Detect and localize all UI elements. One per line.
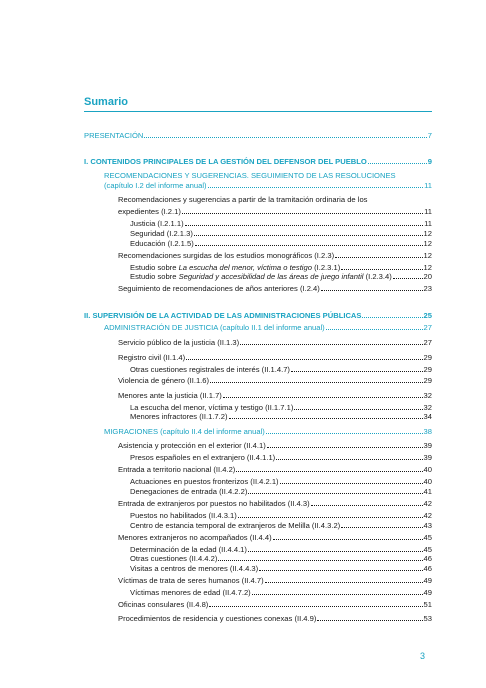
toc-entry[interactable] (104, 324, 432, 332)
toc-entry[interactable] (104, 182, 432, 190)
toc-page-number: 45 (423, 545, 432, 554)
toc-entry-title: Justicia (I.2.1.1) (130, 219, 184, 228)
toc-entry[interactable] (130, 565, 432, 573)
dot-leader (236, 471, 422, 472)
toc-entry-title: Visitas a centros de menores (II.4.4.3) (130, 564, 259, 573)
toc-entry[interactable] (84, 312, 432, 320)
toc-entry[interactable] (118, 354, 432, 362)
dot-leader (208, 187, 424, 188)
dot-leader (194, 235, 423, 236)
toc-entry-title: II. SUPERVISIÓN DE LA ACTIVIDAD DE LAS ADMINISTRACIONES PÚBLICAS (84, 311, 362, 320)
toc-entry[interactable] (130, 230, 432, 238)
toc-entry[interactable] (118, 577, 432, 585)
toc-entry[interactable] (118, 196, 432, 204)
toc-entry[interactable] (118, 252, 432, 260)
toc-entry[interactable] (118, 534, 432, 542)
dot-leader (248, 493, 422, 494)
toc-entry-title: Denegaciones de entrada (II.4.2.2) (130, 487, 248, 496)
toc-entry-title: Servicio público de la justicia (II.1.3) (118, 338, 240, 347)
toc-entry[interactable] (118, 339, 432, 347)
toc-entry-title: Menores extranjeros no acompañados (II.4.4) (118, 533, 272, 542)
dot-leader (259, 570, 422, 571)
toc-entry-title: ADMINISTRACIÓN DE JUSTICIA (capítulo II.1 del informe anual) (104, 323, 325, 332)
toc-page-number: 29 (423, 365, 432, 374)
toc-page-number: 39 (423, 441, 432, 450)
toc-entry-title: (capítulo I.2 del informe anual) (104, 181, 207, 190)
toc-entry[interactable] (118, 377, 432, 385)
toc-page-number: 32 (423, 403, 432, 412)
toc-entry-title: Recomendaciones y sugerencias a partir de la tramitación ordinaria de los (118, 195, 368, 204)
toc-entry[interactable] (130, 488, 432, 496)
toc-entry-title: Víctimas menores de edad (II.4.7.2) (130, 588, 251, 597)
dot-leader (321, 290, 423, 291)
toc-entry-title: Estudio sobre Seguridad y accesibilidad de las áreas de juego infantil (I.2.3.4) (130, 272, 392, 281)
dot-leader (362, 317, 422, 318)
dot-leader (195, 245, 423, 246)
toc-entry[interactable] (130, 512, 432, 520)
toc-page-number: 12 (423, 239, 432, 248)
toc-page-number: 27 (423, 338, 432, 347)
dot-leader (229, 418, 423, 419)
toc-page-number: 12 (423, 263, 432, 272)
toc-entry-title: Asistencia y protección en el exterior (II.4.1) (118, 441, 266, 450)
dot-leader (182, 213, 423, 214)
toc-entry-title: Entrada de extranjeros por puestos no habilitados (II.4.3) (118, 499, 310, 508)
toc-page-number: 46 (423, 554, 432, 563)
toc-entry-title: Presos españoles en el extranjero (II.4.1.1) (130, 453, 276, 462)
dot-leader (341, 527, 422, 528)
toc-entry-title: MIGRACIONES (capítulo II.4 del informe anual) (104, 427, 265, 436)
dot-leader (209, 606, 422, 607)
dot-leader (291, 371, 423, 372)
dot-leader (218, 560, 422, 561)
toc-entry-title: Actuaciones en puestos fronterizos (II.4.2.1) (130, 477, 279, 486)
toc-page-number: 40 (423, 477, 432, 486)
page-number: 3 (420, 651, 426, 661)
toc-entry-title: Otras cuestiones (II.4.4.2) (130, 554, 218, 563)
toc-entry[interactable] (130, 546, 432, 554)
toc-page-number: 25 (423, 311, 432, 320)
toc-entry[interactable] (118, 208, 432, 216)
dot-leader (341, 269, 422, 270)
toc-entry[interactable] (130, 264, 432, 272)
toc-entry-title: Puestos no habilitados (II.4.3.1) (130, 511, 237, 520)
toc-page-number: 9 (427, 157, 432, 166)
toc-entry-title: Menores ante la justicia (II.1.7) (118, 391, 222, 400)
toc-entry[interactable] (104, 172, 432, 180)
toc-entry-title: Procedimientos de residencia y cuestiones conexas (II.4.9) (118, 614, 317, 623)
toc-page-number: 40 (423, 465, 432, 474)
dot-leader (326, 329, 423, 330)
toc-entry[interactable] (84, 132, 432, 140)
toc-page-number: 39 (423, 453, 432, 462)
toc-page-number: 42 (423, 499, 432, 508)
toc-entry[interactable] (130, 220, 432, 228)
toc-entry[interactable] (130, 478, 432, 486)
dot-leader (185, 225, 424, 226)
toc-entry[interactable] (118, 615, 432, 623)
dot-leader (393, 278, 423, 279)
toc-entry-title: Centro de estancia temporal de extranjeros de Melilla (II.4.3.2) (130, 521, 341, 530)
toc-entry[interactable] (130, 522, 432, 530)
dot-leader (248, 551, 423, 552)
toc-page-number: 12 (423, 251, 432, 260)
toc-entry-title: expedientes (I.2.1) (118, 207, 181, 216)
dot-leader (273, 539, 423, 540)
dot-leader (223, 397, 423, 398)
dot-leader (144, 137, 426, 138)
toc-page-number: 49 (423, 588, 432, 597)
toc-page-number: 11 (424, 219, 432, 228)
toc-entry[interactable] (118, 500, 432, 508)
toc-page-number: 20 (423, 272, 432, 281)
dot-leader (265, 582, 423, 583)
toc-entry[interactable] (118, 442, 432, 450)
toc-entry-title: Violencia de género (II.1.6) (118, 376, 210, 385)
toc-page-number: 41 (423, 487, 432, 496)
toc-entry[interactable] (130, 273, 432, 281)
toc-page-number: 51 (423, 600, 432, 609)
toc-entry-title: Estudio sobre La escucha del menor, víctima o testigo (I.2.3.1) (130, 263, 341, 272)
toc-page-number: 27 (423, 323, 432, 332)
toc-entry-title: Víctimas de trata de seres humanos (II.4.7) (118, 576, 264, 585)
dot-leader (266, 433, 423, 434)
toc-entry-title: Otras cuestiones registrales de interés (II.1.4.7) (130, 365, 290, 374)
toc-entry[interactable] (130, 240, 432, 248)
toc-entry-title: PRESENTACIÓN (84, 131, 144, 140)
toc-page-number: 43 (423, 521, 432, 530)
toc-entry[interactable] (130, 413, 432, 421)
toc-page-number: 46 (423, 564, 432, 573)
toc-entry-title: Educación (I.2.1.5) (130, 239, 194, 248)
toc-page-number: 29 (423, 353, 432, 362)
toc-page-number: 49 (423, 576, 432, 585)
toc-entry[interactable] (130, 454, 432, 462)
toc-entry-title: Menores infractores (II.1.7.2) (130, 412, 228, 421)
toc-entry-title: Determinación de la edad (II.4.4.1) (130, 545, 247, 554)
toc-entry[interactable] (104, 428, 432, 436)
toc-page-number: 45 (423, 533, 432, 542)
dot-leader (276, 459, 422, 460)
toc-entry[interactable] (130, 366, 432, 374)
toc-page-number: 7 (427, 131, 432, 140)
toc-page-number: 12 (423, 229, 432, 238)
toc-entry-title: Seguridad (I.2.1.3) (130, 229, 193, 238)
toc-entry-title: La escucha del menor, víctima y testigo (II.1.7.1) (130, 403, 294, 412)
toc-entry-title: Oficinas consulares (II.4.8) (118, 600, 209, 609)
toc-page-number: 42 (423, 511, 432, 520)
toc-page-number: 32 (423, 391, 432, 400)
toc-entry[interactable] (118, 285, 432, 293)
toc-entry[interactable] (84, 158, 432, 166)
toc-entry-title: Recomendaciones surgidas de los estudios monográficos (I.2.3) (118, 251, 335, 260)
toc-page-number: 53 (423, 614, 432, 623)
dot-leader (335, 257, 422, 258)
toc-page-number: 11 (424, 207, 432, 216)
toc-page-number: 34 (423, 412, 432, 421)
dot-leader (186, 359, 422, 360)
dot-leader (317, 620, 422, 621)
dot-leader (311, 505, 423, 506)
toc-entry[interactable] (130, 589, 432, 597)
toc-page-number: 11 (424, 181, 432, 190)
toc-entry[interactable] (130, 555, 432, 563)
toc-entry-title: I. CONTENIDOS PRINCIPALES DE LA GESTIÓN DEL DEFENSOR DEL PUEBLO (84, 157, 367, 166)
dot-leader (267, 447, 423, 448)
dot-leader (238, 517, 423, 518)
toc-page-number: 29 (423, 376, 432, 385)
dot-leader (368, 163, 427, 164)
toc-entry[interactable] (118, 466, 432, 474)
toc-entry-title: RECOMENDACIONES Y SUGERENCIAS. SEGUIMIENTO DE LAS RESOLUCIONES (104, 171, 396, 180)
dot-leader (294, 409, 422, 410)
dot-leader (240, 344, 422, 345)
toc-entry[interactable] (118, 601, 432, 609)
toc-entry-title: Seguimiento de recomendaciones de años anteriores (I.2.4) (118, 284, 320, 293)
toc-entry-title: Entrada a territorio nacional (II.4.2) (118, 465, 236, 474)
toc-heading: Sumario (84, 96, 129, 108)
dot-leader (252, 594, 423, 595)
dot-leader (210, 382, 423, 383)
heading-rule (84, 111, 432, 112)
toc-entry[interactable] (130, 404, 432, 412)
toc-page-number: 23 (423, 284, 432, 293)
dot-leader (280, 483, 423, 484)
toc-entry-title: Registro civil (II.1.4) (118, 353, 186, 362)
toc-entry[interactable] (118, 392, 432, 400)
toc-page-number: 38 (423, 427, 432, 436)
